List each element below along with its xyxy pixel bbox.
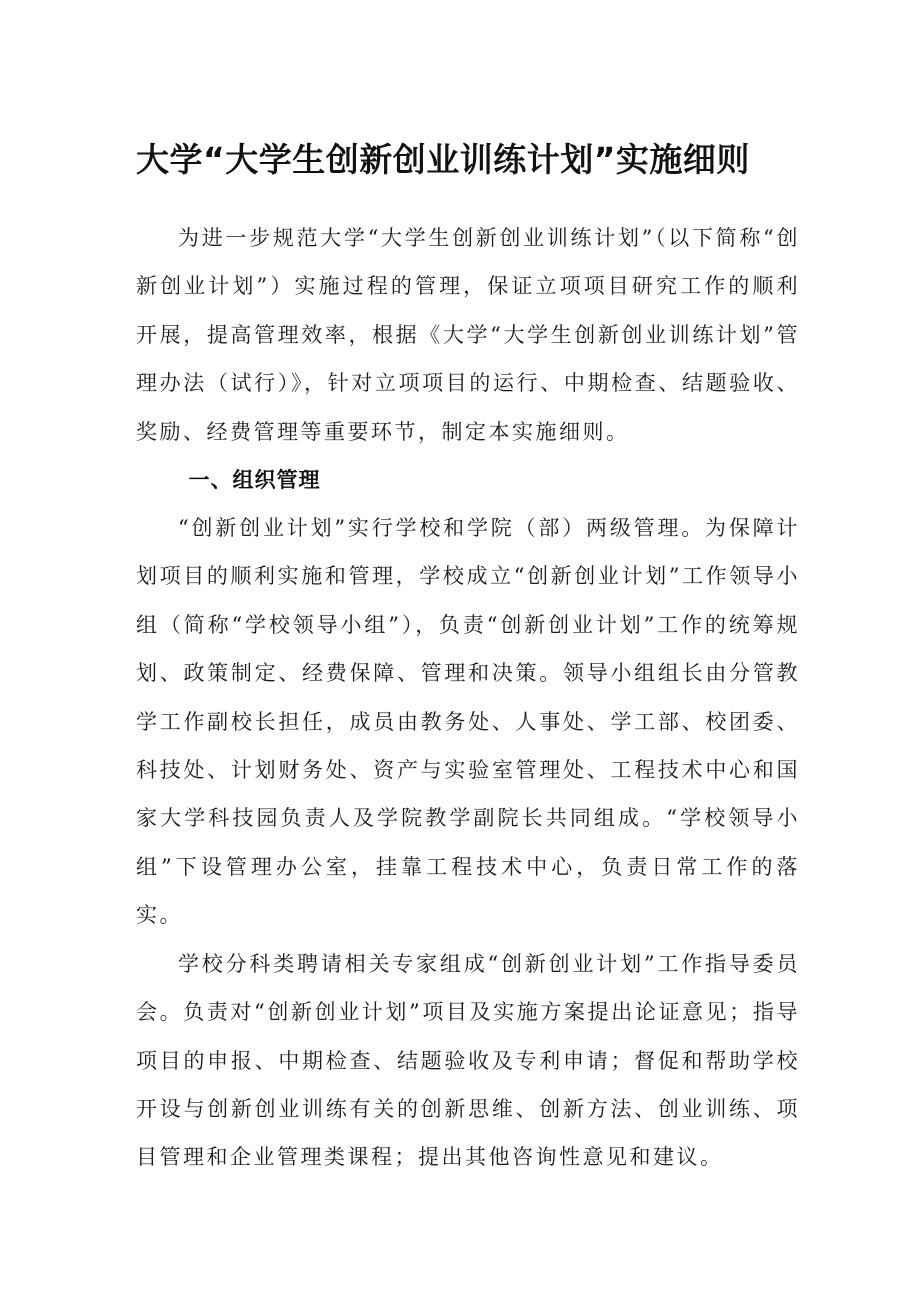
intro-paragraph: 为进一步规范大学“大学生创新创业训练计划”（以下简称“创新创业计划”）实施过程的管理，保证立项项目研究工作的顺利开展，提高管理效率，根据《大学“大学生创新创业训练计划”管理办法（试行）》，针对立项项目的运行、中期检查、结题验收、奖励、经费管理等重要环节，制定本实施细则。 [136,226,800,444]
section-heading-organization: 一、组织管理 [188,468,321,493]
section-paragraph-2: 学校分科类聘请相关专家组成“创新创业计划”工作指导委员会。负责对“创新创业计划”项目及实施方案提出论证意见；指导项目的申报、中期检查、结题验收及专利申请；督促和帮助学校开设与创新创业训练有关的创新思维、创新方法、创业训练、项目管理和企业管理类课程；提出其他咨询性意见和建议。 [136,951,800,1170]
section-paragraph-1: “创新创业计划”实行学校和学院（部）两级管理。为保障计划项目的顺利实施和管理，学校成立“创新创业计划”工作领导小组（简称“学校领导小组”），负责“创新创业计划”工作的统筹规划、政策制定、经费保障、管理和决策。领导小组组长由分管教学工作副校长担任，成员由教务处、人事处、学工部、校团委、科技处、计划财务处、资产与实验室管理处、工程技术中心和国家大学科技园负责人及学院教学副院长共同组成。“学校领导小组”下设管理办公室，挂靠工程技术中心，负责日常工作的落实。 [136,516,800,928]
document-title: 大学“大学生创新创业训练计划”实施细则 [136,140,750,179]
